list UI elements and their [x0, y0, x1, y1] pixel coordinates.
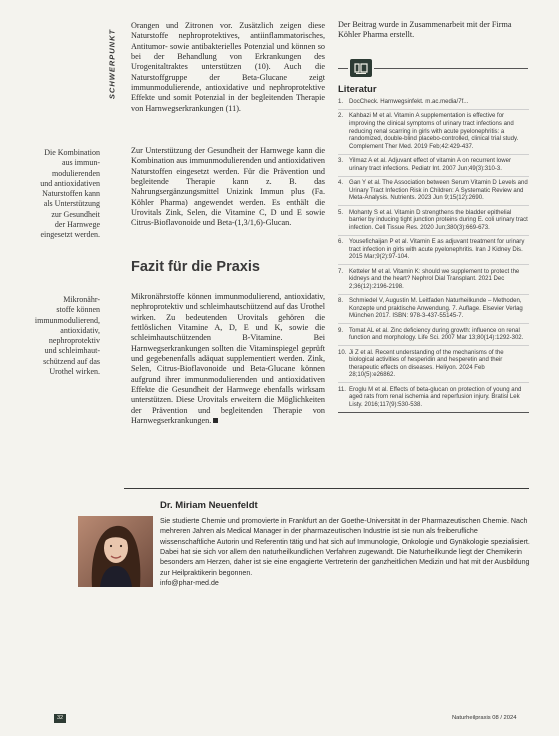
reference-item: 6. Yousefichaijan P et al. Vitamin E as adjuvant treatment for urinary tract infection in girls with acute pyelonephritis. Iran J Kidney Dis. 2015 Mar;9(2):97-104.	[338, 239, 529, 265]
sidenote-line: Naturstoffen kann	[42, 189, 100, 199]
reference-item: 7. Ketteler M et al. Vitamin K: should we supplement to protect the kidneys and the heart? Nephrol Dial Transplant. 2021 Dec 2;36(12):2196-2198.	[338, 269, 529, 295]
author-name: Dr. Miriam Neuenfeldt	[160, 500, 258, 511]
sidenote-combination	[22, 148, 100, 241]
sidenote-line: schützend auf das	[43, 356, 100, 366]
sidenote-line: und schleimhaut-	[44, 346, 100, 356]
sidenote-line: Mikronähr-	[63, 295, 100, 304]
sidenote-line: als Unterstützung	[43, 199, 100, 209]
literature-heading: Literatur	[338, 84, 377, 95]
sidenote-line: und antioxidativen	[40, 178, 100, 188]
reference-item: 8. Schmiedel V, Augustin M. Leitfaden Naturheilkunde – Methoden, Konzepte und praktische Anwendung. 7. Auflage. Elsevier Verlag München 2017. ISBN: 978-3-437-55145-7.	[338, 298, 529, 324]
reference-item: 4. Gan Y et al. The Association between Serum Vitamin D Levels and Urinary Tract Infection Risk in Children: A Systematic Review and Meta-Analysis. Nutrients. 2023 Jun 9;15(12):2690.	[338, 180, 529, 206]
reference-item: 2. Kahbazi M et al. Vitamin A supplementation is effective for improving the clinical symptoms of urinary tract infections and reducing renal scarring in girls with acute pyelonephritis: a randomized, double-blind placebo-controlled, clinical trial study. Complement Ther Med. 2019 Feb;42:429-437.	[338, 113, 529, 154]
author-email[interactable]: info@phar-med.de	[160, 579, 219, 588]
body-paragraph-2: Zur Unterstützung der Gesundheit der Harnwege kann die Kombination aus immunmodulierenden und antioxidativen Naturstoffen eingesetzt werden. Für die Prävention und begleitende Therapie kann z. B. das Nahrungsergänzungsmittel Unizink Immun plus (Fa. Köhler Pharma) angewendet werden. Es enthält die Urovitals Zink, Selen, die Vitamine C, D und E sowie Citrus-Bioflavonoide und Beta-(1,3/1,6)-Glucan.	[131, 146, 325, 228]
body-paragraph-1: Orangen und Zitronen vor. Zusätzlich zeigen diese Naturstoffe nephroprotektives, antiinflammatorisches, Antitumor- sowie antibakterielles Potenzial und können so bei der Behandlung von Erkrankungen des Urogenitaltraktes unterstützen (10). Auch die Naturstoffgruppe der Beta-Glucane zeigt immunmodulierende, antioxidative und nephroprotektive Effekte und somit Potenzial in der begleitenden Therapie von Harnwegserkrankungen (11).	[131, 21, 325, 113]
sidenote-line: eingesetzt werden.	[40, 230, 100, 240]
sidenote-micronutrients	[22, 295, 100, 377]
reference-item: 11. Eroglu M et al. Effects of beta-glucan on protection of young and aged rats from renal ischemia and reperfusion injury. Bratisl Lek Listy. 2016;117(9):530-538.	[338, 387, 529, 413]
page-number: 32	[54, 714, 66, 723]
reference-item: 9. Tomat AL et al. Zinc deficiency during growth: influence on renal function and morphology. Life Sci. 2007 Mar 13;80(14):1292-302.	[338, 328, 529, 347]
author-section-divider	[124, 488, 529, 489]
author-bio: Sie studierte Chemie und promovierte in Frankfurt an der Goethe-Universität in der Pharmazeutischen Chemie. Nach mehreren Jahren als Medical Manager in der pharmazeutischen Industrie ist sie nun als freiberufliche wissenschaftliche Autorin und Referentin tätig und hat sich auf Immunologie, Onkologie und Gynäkologie spezialisiert. Dabei hat sie sich vor allem den naturheilkundlichen Verfahren zugewandt. Die Naturheilkunde liegt der Chemikerin besonders am Herzen, daher ist sie eine engagierte Vertreterin der ganzheitlichen Medizin und hat mit der Ausbildung zur Heilpraktikerin begonnen. info@phar-med.de	[160, 516, 532, 588]
reference-list	[338, 99, 529, 416]
sidenote-line: Urothel wirken.	[49, 367, 100, 377]
reference-item: 10. Ji Z et al. Recent understanding of the mechanisms of the biological activities of hesperidin and hesperetin and their therapeutic effects on diseases. Heliyon. 2024 Feb 28;10(5):e26862.	[338, 350, 529, 384]
reference-item: 5. Mohanty S et al. Vitamin D strengthens the bladder epithelial barrier by inducing tight junction proteins during E. coli urinary tract infection. Cell Tissue Res. 2020 Jun;380(3):669-673.	[338, 210, 529, 236]
sidenote-line: stoffe können	[56, 305, 100, 315]
divider-line	[338, 68, 348, 69]
divider-line	[374, 68, 528, 69]
sidenote-line: nephroprotektiv	[48, 336, 100, 346]
body-paragraph-fazit: Mikronährstoffe können immunmodulierend, antioxidativ, nephroprotektiv und schleimhautschützend auf das Urothel wirken. Zu bedeutenden Urovitals gehören die fettlöslichen Vitamine A, D, E und K, sowie die schleimhautschützenden B-Vitamine. Bei Harnwegserkrankungen sollten die Vitaminspiegel geprüft und gegebenenfalls adäquat supplementiert werden. Zink, Selen, Citrus-Bioflavonoide und Beta-Glucane können aufgrund ihrer immunmodulierenden und antioxidativen Effekte die Gesundheit der Harnwege ebenfalls wirksam unterstützen. Diese Urovitals erweitern die Möglichkeiten der Prävention und begleitenden Therapie von Harnwegserkrankungen.	[131, 292, 325, 426]
sidenote-line: immunmodulierend,	[34, 315, 100, 325]
reference-item: 1. DocCheck. Harnwegsinfekt. m.ac.media/7f...	[338, 99, 529, 110]
end-of-article-mark	[213, 418, 218, 423]
section-heading-fazit: Fazit für die Praxis	[131, 259, 260, 275]
sidenote-line: aus immun-	[62, 158, 100, 168]
reference-item: 3. Yilmaz A et al. Adjuvant effect of vitamin A on recurrent lower urinary tract infections. Pediatr Int. 2007 Jun;49(3):310-3.	[338, 158, 529, 177]
literature-divider	[338, 59, 528, 77]
collaboration-credit: Der Beitrag wurde in Zusammenarbeit mit der Firma Köhler Pharma erstellt.	[338, 20, 512, 40]
literature-badge-icon	[350, 59, 372, 77]
sidenote-line: antioxidativ,	[60, 325, 100, 335]
sidenote-line: zur Gesundheit	[51, 209, 100, 219]
publication-footer: Naturheilpraxis 08 / 2024	[452, 715, 517, 721]
section-label: SCHWERPUNKT	[107, 28, 117, 100]
sidenote-line: Die Kombination	[44, 148, 100, 157]
sidenote-line: der Harnwege	[54, 220, 100, 230]
author-portrait	[78, 516, 153, 587]
sidenote-line: modulierenden	[52, 168, 100, 178]
